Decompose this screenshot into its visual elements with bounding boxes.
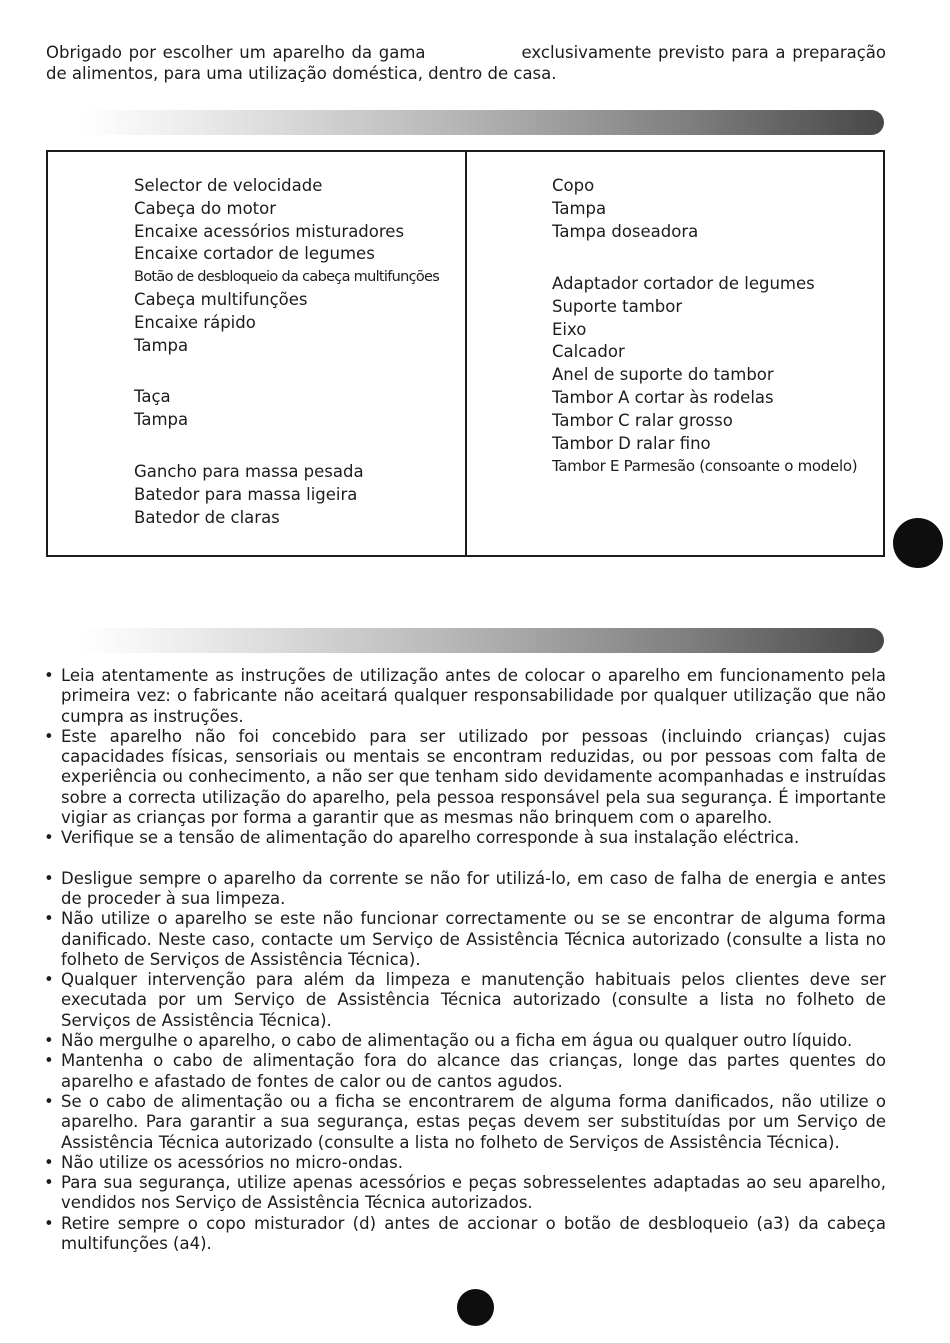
- safety-item: • Desligue sempre o aparelho da corrente se não for utilizá-lo, em caso de falha de energia e antes de proceder à sua limpeza.: [44, 869, 886, 910]
- section-header-bar-safety: [82, 628, 884, 653]
- safety-item: • Leia atentamente as instruções de utilização antes de colocar o aparelho em funcionamento pela primeira vez: o fabricante não aceitará qualquer responsabilidade por qualquer utilização que não cumpra as instruções.: [44, 666, 886, 727]
- part-item: Tampa: [134, 335, 189, 355]
- parts-table: [46, 150, 885, 557]
- part-item: Gancho para massa pesada: [134, 462, 364, 481]
- safety-instructions-list: [44, 666, 886, 1254]
- safety-item: • Qualquer intervenção para além da limpeza e manutenção habituais pelos clientes deve ser executada por um Serviço de Assistência Técnica autorizado (consulte a lista no folheto de Serviços de Assistência Técnica).: [44, 970, 886, 1031]
- parts-column-right: [467, 152, 883, 555]
- part-item: Tampa: [134, 409, 189, 429]
- safety-item: • Não mergulhe o aparelho, o cabo de alimentação ou a ficha em água ou qualquer outro líquido.: [44, 1031, 886, 1051]
- part-item: Selector de velocidade: [134, 176, 323, 195]
- safety-item: • Para sua segurança, utilize apenas acessórios e peças sobresselentes adaptadas ao seu aparelho, vendidos nos Serviço de Assistência Técnica autorizados.: [44, 1173, 886, 1214]
- part-item: Tambor E Parmesão (consoante o modelo): [552, 457, 858, 476]
- intro-part-2: exclusivamente previsto para a preparação de alimentos, para uma utilização doméstica, dentro de casa.: [46, 43, 886, 83]
- parts-group-whisks: [134, 461, 364, 529]
- part-item: Tambor D ralar fino: [552, 433, 711, 453]
- part-item: Batedor de claras: [134, 507, 280, 527]
- part-item: Calcador: [552, 342, 625, 362]
- safety-item: • Não utilize o aparelho se este não funcionar correctamente ou se se encontrar de alguma forma danificado. Neste caso, contacte um Serviço de Assistência Técnica autorizado (consulte a lista no folheto de Serviços de Assistência Técnica).: [44, 909, 886, 970]
- part-item: Encaixe acessórios misturadores: [134, 221, 405, 241]
- part-item: Tampa: [552, 198, 607, 218]
- part-item: Copo: [552, 176, 595, 195]
- parts-group-bowl: [134, 386, 188, 432]
- safety-item: • Mantenha o cabo de alimentação fora do alcance das crianças, longe das partes quentes do aparelho e afastado de fontes de calor ou de cantos agudos.: [44, 1051, 886, 1092]
- safety-item: • Se o cabo de alimentação ou a ficha se encontrarem de alguma forma danificados, não utilize o aparelho. Para garantir a sua segurança, estas peças devem ser substituídas por um Serviço de Assistência Técnica autorizado (consulte a lista no folheto de Serviços de Assistência Técnica).: [44, 1092, 886, 1153]
- part-item: Encaixe rápido: [134, 312, 256, 332]
- part-item: Tampa doseadora: [552, 221, 699, 241]
- safety-item: • Não utilize os acessórios no micro-ondas.: [44, 1153, 886, 1173]
- part-item: Tambor C ralar grosso: [552, 410, 733, 430]
- parts-group-vegetable-cutter: [552, 273, 857, 478]
- section-header-bar-description: [82, 110, 884, 135]
- part-item: Batedor para massa ligeira: [134, 484, 358, 504]
- part-item: Adaptador cortador de legumes: [552, 274, 815, 293]
- parts-group-motor: [134, 175, 439, 357]
- part-item: Suporte tambor: [552, 296, 683, 316]
- part-item: Cabeça multifunções: [134, 289, 308, 309]
- intro-text: [46, 42, 886, 84]
- safety-item: • Este aparelho não foi concebido para ser utilizado por pessoas (incluindo crianças) cujas capacidades físicas, sensoriais ou mentais se encontram reduzidas, ou por pessoas com falta de experiência ou conhecimento, a não ser que tenham sido devidamente acompanhadas e instruídas sobre a correcta utilização do aparelho, pela pessoa responsável pela sua segurança. É importante vigiar as crianças por forma a garantir que as mesmas não brinquem com o aparelho.: [44, 727, 886, 828]
- parts-group-blender: [552, 175, 698, 243]
- part-item: Encaixe cortador de legumes: [134, 244, 375, 264]
- parts-column-left: [48, 152, 467, 555]
- part-item: Taça: [134, 387, 171, 406]
- safety-item: • Retire sempre o copo misturador (d) antes de accionar o botão de desbloqueio (a3) da cabeça multifunções (a4).: [44, 1214, 886, 1255]
- side-tab-marker: [893, 518, 943, 568]
- page-number-marker: [457, 1289, 494, 1326]
- part-item: Eixo: [552, 319, 587, 339]
- intro-part-1: Obrigado por escolher um aparelho da gama: [46, 43, 426, 62]
- part-item: Botão de desbloqueio da cabeça multifunções: [134, 269, 440, 286]
- part-item: Tambor A cortar às rodelas: [552, 387, 774, 407]
- part-item: Anel de suporte do tambor: [552, 365, 774, 385]
- part-item: Cabeça do motor: [134, 198, 277, 218]
- safety-item: • Verifique se a tensão de alimentação do aparelho corresponde à sua instalação eléctrica.: [44, 828, 886, 848]
